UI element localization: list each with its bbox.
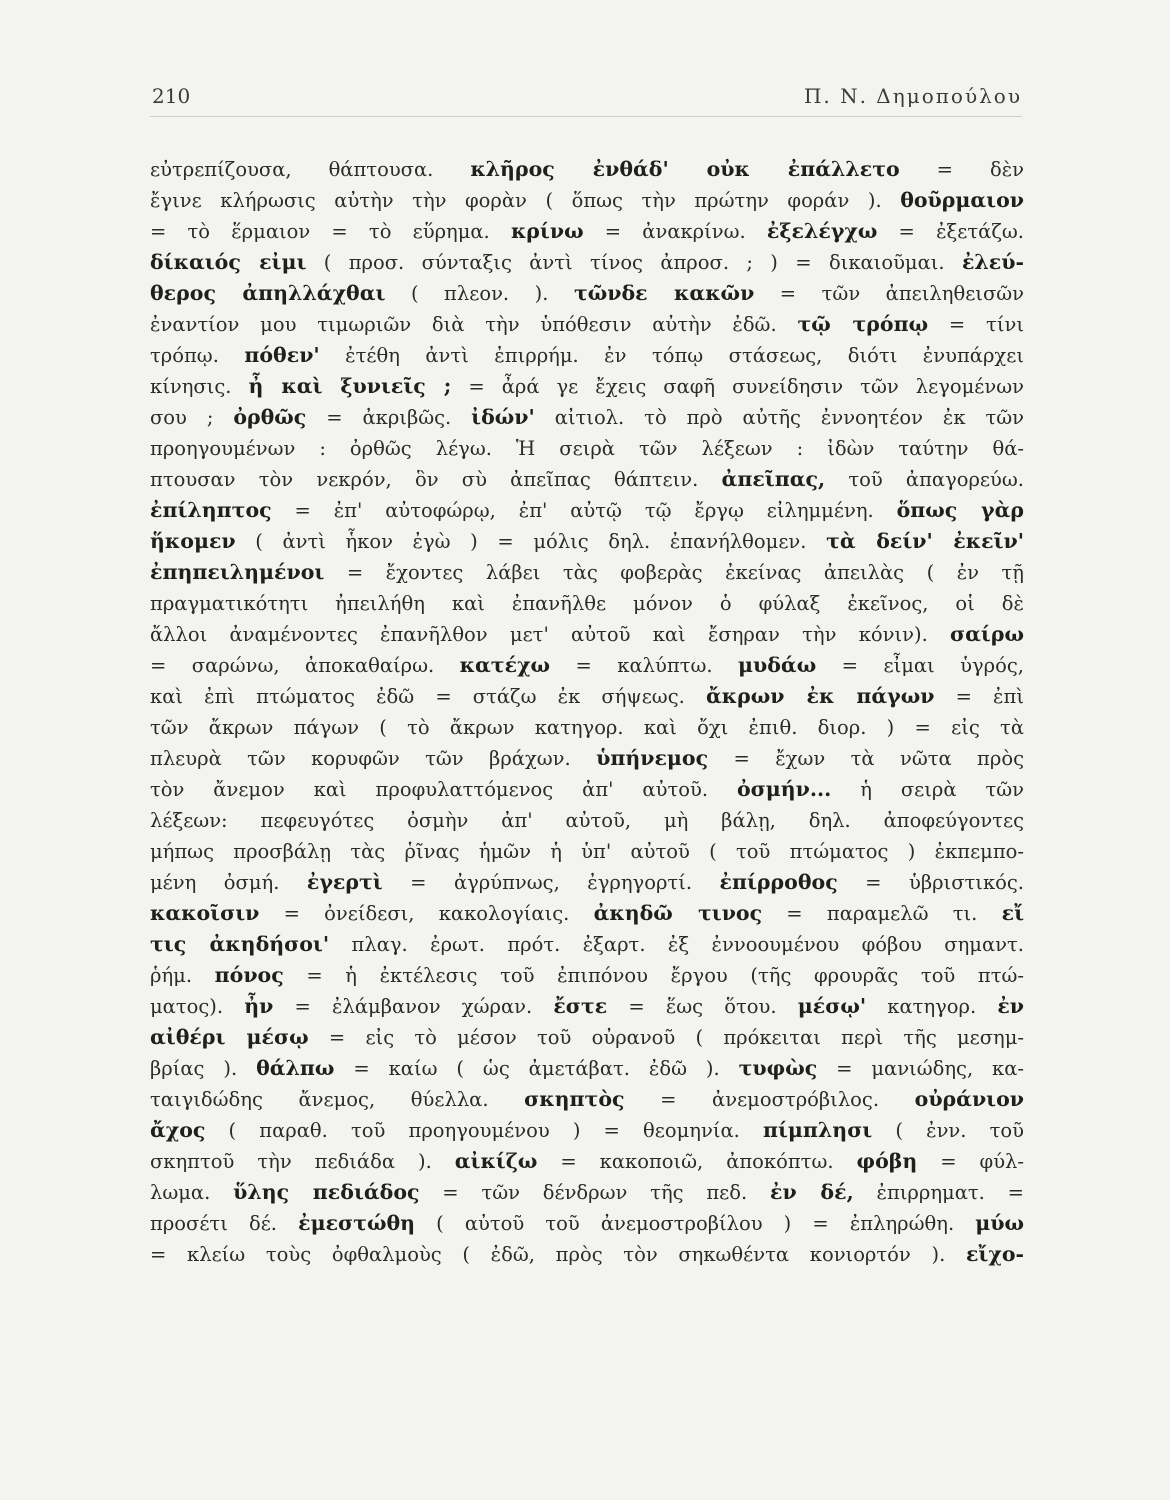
text-line (150, 433, 1024, 464)
headword: κλῆρος ἐνθάδ' οὐκ ἐπάλλετο (470, 157, 900, 181)
text-line (150, 650, 1024, 681)
gloss-text: = ὑβριστικός. (837, 871, 1024, 894)
headword: ἀκηδῶ τινος (593, 901, 763, 925)
headword: εἴχο- (965, 1242, 1024, 1266)
gloss-text: εὐτρεπίζουσα, θάπτουσα. (150, 158, 471, 181)
gloss-text: ματος). (150, 995, 245, 1018)
gloss-text: αἰτιολ. τὸ πρὸ αὐτῆς ἐννοητέον ἐκ τῶν (534, 406, 1024, 429)
gloss-text: πλαγ. ἐρωτ. πρότ. ἐξαρτ. ἐξ ἐννοουμένου φόβου σημαντ. (329, 933, 1024, 956)
text-line (150, 898, 1024, 929)
text-line (150, 1146, 1024, 1177)
gloss-text: = εἰς τὸ μέσον τοῦ οὐρανοῦ ( πρόκειται περὶ τῆς μεσημ- (308, 1026, 1025, 1049)
headword: σαίρω (950, 622, 1024, 646)
gloss-text: τὸν ἄνεμον καὶ προφυλαττόμενος ἀπ' αὐτοῦ. (150, 778, 737, 801)
gloss-text: ( ἐνν. τοῦ (872, 1119, 1024, 1142)
headword: τῷ τρόπῳ (797, 312, 929, 336)
headword: ἔστε (553, 994, 608, 1018)
gloss-text: = κακοποιῶ, ἀποκόπτω. (537, 1150, 857, 1173)
gloss-text: = δὲν (899, 158, 1025, 181)
gloss-text: = ἀνακρίνω. (583, 220, 767, 243)
headword: ἐπίρροθος (719, 870, 838, 894)
gloss-text: ( παραθ. τοῦ προηγουμένου ) = θεομηνία. (205, 1119, 763, 1142)
headword: ὀσμήν... (736, 777, 832, 801)
headword: κακοῖσιν (150, 901, 260, 925)
text-line (150, 154, 1024, 185)
headword: ὅπως γὰρ (896, 498, 1024, 522)
gloss-text: = ἐξετάζω. (877, 220, 1024, 243)
headword: ἀπεῖπας, (721, 467, 826, 491)
headword: ἐπηπειλημένοι (150, 560, 325, 584)
headword: κατέχω (459, 653, 551, 677)
headword: εἴ (1001, 901, 1025, 925)
headword: ἐξελέγχω (766, 219, 878, 243)
gloss-text: = παραμελῶ τι. (762, 902, 1002, 925)
text-line (150, 309, 1024, 340)
text-line (150, 743, 1024, 774)
gloss-text: ( αὐτοῦ τοῦ ἀνεμοστροβίλου ) = ἐπληρώθη. (415, 1212, 976, 1235)
gloss-text: ἔγινε κλήρωσις αὐτὴν τὴν φορὰν ( ὅπως τὴν πρώτην φοράν ). (150, 189, 901, 212)
gloss-text: = ἀγρύπνως, ἐγρηγορτί. (382, 871, 720, 894)
text-line (150, 557, 1024, 588)
gloss-text: σκηπτοῦ τὴν πεδιάδα ). (150, 1150, 455, 1173)
headword: πόθεν' (244, 343, 320, 367)
headword: ὑπήνεμος (596, 746, 709, 770)
text-line (150, 619, 1024, 650)
headword: τυφὼς (738, 1056, 818, 1080)
gloss-text: ( πλεον. ). (385, 282, 574, 305)
headword: ἄκρων ἐκ πάγων (705, 684, 935, 708)
text-line (150, 1115, 1024, 1146)
headword: δίκαιός εἰμι (150, 250, 307, 274)
text-line (150, 681, 1024, 712)
gloss-text: μένη ὀσμή. (150, 871, 307, 894)
text-line (150, 340, 1024, 371)
gloss-text: λέξεων: πεφευγότες ὀσμὴν ἀπ' αὐτοῦ, μὴ βάλῃ, δηλ. ἀποφεύγοντες (150, 809, 1024, 832)
gloss-text: τρόπῳ. (150, 344, 245, 367)
headword: πόνος (214, 963, 284, 987)
gloss-text: ἐτέθη ἀντὶ ἐπιρρήμ. ἐν τόπῳ στάσεως, διότι ἐνυπάρχει (319, 344, 1024, 367)
gloss-text: = ἔχων τὰ νῶτα πρὸς (708, 747, 1024, 770)
text-line (150, 247, 1024, 278)
text-line (150, 402, 1024, 433)
text-line (150, 464, 1024, 495)
headword: πίμπλησι (762, 1118, 873, 1142)
gloss-text: σου ; (150, 406, 234, 429)
text-line (150, 774, 1024, 805)
headword: ἦ καὶ ξυνιεῖς ; (248, 374, 452, 398)
text-line (150, 1177, 1024, 1208)
headword: τὰ δείν' ἐκεῖν' (826, 529, 1025, 553)
gloss-text: λωμα. (150, 1181, 234, 1204)
gloss-text: = ἐπὶ (934, 685, 1024, 708)
headword: θοῦρμαιον (900, 188, 1024, 212)
gloss-text: προηγουμένων : ὀρθῶς λέγω. Ἡ σειρὰ τῶν λέξεων : ἰδὼν ταύτην θά- (150, 437, 1024, 460)
text-line (150, 278, 1024, 309)
gloss-text: = τίνι (928, 313, 1024, 336)
gloss-text: = ἆρά γε ἔχεις σαφῆ συνείδησιν τῶν λεγομένων (451, 375, 1024, 398)
gloss-text: πτουσαν τὸν νεκρόν, ὃν σὺ ἀπεῖπας θάπτειν. (150, 468, 722, 491)
text-line (150, 991, 1024, 1022)
text-line (150, 1022, 1024, 1053)
text-line (150, 1084, 1024, 1115)
gloss-text: = ὀνείδεσι, κακολογίαις. (259, 902, 594, 925)
gloss-text: βρίας ). (150, 1057, 257, 1080)
gloss-text: = μανιώδης, κα- (817, 1057, 1024, 1080)
text-line (150, 185, 1024, 216)
gloss-text: = τῶν ἀπειληθεισῶν (754, 282, 1025, 305)
text-line (150, 867, 1024, 898)
gloss-text: = κλείω τοὺς ὀφθαλμοὺς ( ἐδῶ, πρὸς τὸν σηκωθέντα κονιορτόν ). (150, 1243, 966, 1266)
text-line (150, 1053, 1024, 1084)
headword: θερος ἀπηλλάχθαι (150, 281, 386, 305)
gloss-text: = ἀνεμοστρόβιλος. (624, 1088, 915, 1111)
gloss-text: ( προσ. σύνταξις ἀντὶ τίνος ἀπροσ. ; ) = δικαιοῦμαι. (306, 251, 962, 274)
gloss-text: = καλύπτω. (550, 654, 739, 677)
gloss-text: = ἀκριβῶς. (306, 406, 472, 429)
gloss-text: = σαρώνω, ἀποκαθαίρω. (150, 654, 460, 677)
headword: ὀρθῶς (233, 405, 307, 429)
headword: αἰκίζω (454, 1149, 538, 1173)
headword: ἰδών' (471, 405, 535, 429)
gloss-text: κίνησις. (150, 375, 249, 398)
headword: ἐν δέ, (770, 1180, 854, 1204)
gloss-text: πραγματικότητι ἠπειλήθη καὶ ἐπανῆλθε μόνον ὁ φύλαξ ἐκεῖνος, οἱ δὲ (150, 592, 1024, 615)
text-line (150, 371, 1024, 402)
text-line (150, 712, 1024, 743)
gloss-text: = φύλ- (917, 1150, 1025, 1173)
gloss-text: μήπως προσβάλῃ τὰς ῥῖνας ἡμῶν ἡ ὑπ' αὐτοῦ ( τοῦ πτώματος ) ἐκπεμπο- (150, 840, 1024, 863)
headword: θάλπω (256, 1056, 335, 1080)
gloss-text: ἐναντίον μου τιμωριῶν διὰ τὴν ὑπόθεσιν αὐτὴν ἐδῶ. (150, 313, 798, 336)
text-line (150, 216, 1024, 247)
gloss-text: ( ἀντὶ ἧκον ἐγὼ ) = μόλις δηλ. ἐπανήλθομεν. (235, 530, 827, 553)
text-line (150, 960, 1024, 991)
text-line (150, 526, 1024, 557)
page-number: 210 (152, 84, 191, 108)
gloss-text: τοῦ ἀπαγορεύω. (825, 468, 1024, 491)
headword: οὐράνιον (914, 1087, 1024, 1111)
gloss-text: = τὸ ἕρμαιον = τὸ εὕρημα. (150, 220, 511, 243)
headword: ἐμεστώθη (298, 1211, 416, 1235)
text-line (150, 1239, 1024, 1270)
gloss-text: πλευρὰ τῶν κορυφῶν τῶν βράχων. (150, 747, 597, 770)
gloss-text: τῶν ἄκρων πάγων ( τὸ ἄκρων κατηγορ. καὶ ὄχι ἐπιθ. διορ. ) = εἰς τὰ (150, 716, 1024, 739)
headword: ἐπίληπτος (150, 498, 272, 522)
gloss-text: κατηγορ. (866, 995, 998, 1018)
text-line (150, 929, 1024, 960)
headword: ἐν (997, 994, 1025, 1018)
headword: ἄχος (150, 1118, 206, 1142)
headword: αἰθέρι μέσῳ (150, 1025, 309, 1049)
headword: ἥκομεν (150, 529, 236, 553)
headword: τις ἀκηδήσοι' (150, 932, 330, 956)
text-line (150, 588, 1024, 619)
headword: ἐγερτὶ (306, 870, 383, 894)
gloss-text: ἡ σειρὰ τῶν (831, 778, 1024, 801)
gloss-text: = τῶν δένδρων τῆς πεδ. (419, 1181, 771, 1204)
gloss-text: ταιγιδώδης ἄνεμος, θύελλα. (150, 1088, 525, 1111)
headword: μέσῳ' (797, 994, 867, 1018)
headword: ὕλης πεδιάδος (233, 1180, 420, 1204)
headword: κρίνω (510, 219, 584, 243)
gloss-text: = ἕως ὅτου. (607, 995, 798, 1018)
headword: σκηπτὸς (524, 1087, 625, 1111)
body-text (150, 154, 1024, 1270)
headword: ἐλεύ- (961, 250, 1024, 274)
gloss-text: = ἔχοντες λάβει τὰς φοβερὰς ἐκείνας ἀπειλὰς ( ἐν τῇ (324, 561, 1024, 584)
headword: ἦν (244, 994, 274, 1018)
text-line (150, 836, 1024, 867)
gloss-text: = ἐλάμβανον χώραν. (273, 995, 554, 1018)
running-head: Π. Ν. Δημοπούλου (803, 84, 1022, 108)
text-line (150, 495, 1024, 526)
headword: φόβη (856, 1149, 918, 1173)
page-header (150, 84, 1022, 117)
gloss-text: καὶ ἐπὶ πτώματος ἐδῶ = στάζω ἐκ σήψεως. (150, 685, 706, 708)
gloss-text: = ἐπ' αὐτοφώρῳ, ἐπ' αὐτῷ τῷ ἔργῳ εἰλημμένη. (271, 499, 897, 522)
gloss-text: ἄλλοι ἀναμένοντες ἐπανῆλθον μετ' αὐτοῦ καὶ ἔσηραν τὴν κόνιν). (150, 623, 951, 646)
text-line (150, 805, 1024, 836)
gloss-text: = καίω ( ὡς ἀμετάβατ. ἐδῶ ). (334, 1057, 739, 1080)
headword: τῶνδε κακῶν (573, 281, 755, 305)
headword: μύω (975, 1211, 1024, 1235)
gloss-text: = εἶμαι ὑγρός, (816, 654, 1024, 677)
gloss-text: ῥήμ. (150, 964, 215, 987)
gloss-text: = ἡ ἐκτέλεσις τοῦ ἐπιπόνου ἔργου (τῆς φρουρᾶς τοῦ πτώ- (283, 964, 1024, 987)
headword: μυδάω (738, 653, 817, 677)
text-line (150, 1208, 1024, 1239)
gloss-text: προσέτι δέ. (150, 1212, 299, 1235)
gloss-text: ἐπιρρηματ. = (853, 1181, 1024, 1204)
